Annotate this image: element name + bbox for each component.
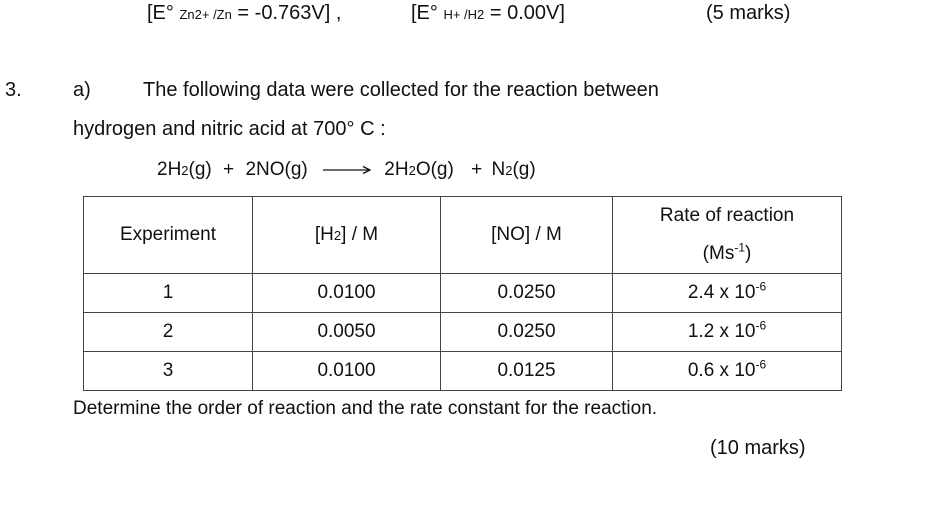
marks-allocation: (10 marks) (710, 437, 806, 459)
previous-marks: (5 marks) (706, 2, 791, 24)
header-h2-concentration: [H2] / M (253, 197, 441, 274)
reaction-arrow-icon (323, 165, 371, 175)
product-n2: N2(g) (491, 159, 536, 180)
cell-no: 0.0125 (441, 352, 613, 391)
electrode-potential-zn (147, 2, 341, 25)
table-header-row (84, 197, 842, 274)
header-experiment: Experiment (84, 197, 253, 274)
ep-zn-value: = -0.763V] , (237, 2, 342, 24)
reactant-no: 2NO(g) (245, 159, 308, 180)
cell-experiment: 1 (84, 274, 253, 313)
cell-h2: 0.0100 (253, 352, 441, 391)
cell-h2: 0.0100 (253, 274, 441, 313)
header-rate-unit: $(Ms^{-1})$ (702, 240, 752, 264)
cell-rate: 2.4 x $10^{-6}$ (613, 274, 842, 313)
header-rate (613, 197, 842, 274)
question-part: a) (73, 79, 91, 101)
cell-experiment: 2 (84, 313, 253, 352)
product-h2o: 2H2O(g) (384, 159, 454, 180)
ep-h-subscript: H+ /H2 (443, 7, 485, 22)
ep-h-open: [E° (411, 2, 438, 24)
cell-rate: 1.2 x $10^{-6}$ (613, 313, 842, 352)
cell-rate: 0.6 x $10^{-6}$ (613, 352, 842, 391)
ep-h-value: = 0.00V] (489, 2, 565, 24)
electrode-potential-h (411, 2, 565, 25)
table-row (84, 313, 842, 352)
question-number: 3. (5, 79, 22, 101)
plus-sign: + (223, 159, 235, 180)
table-row (84, 274, 842, 313)
header-no-concentration: [NO] / M (441, 197, 613, 274)
question-text-line2: hydrogen and nitric acid at 700° C : (73, 118, 386, 140)
cell-experiment: 3 (84, 352, 253, 391)
cell-no: 0.0250 (441, 313, 613, 352)
instruction-text: Determine the order of reaction and the rate constant for the reaction. (73, 398, 658, 419)
cell-no: 0.0250 (441, 274, 613, 313)
reactant-h2: 2H2(g) (157, 159, 212, 180)
table-row (84, 352, 842, 391)
ep-zn-subscript: Zn2+ /Zn (179, 7, 232, 22)
header-rate-label: Rate of reaction (659, 205, 795, 226)
ep-zn-open: [E° (147, 2, 174, 24)
chemical-equation (157, 159, 536, 181)
rate-data-table (83, 196, 842, 391)
plus-sign: + (471, 159, 483, 180)
question-text-line1: The following data were collected for the reaction between (143, 79, 659, 101)
cell-h2: 0.0050 (253, 313, 441, 352)
